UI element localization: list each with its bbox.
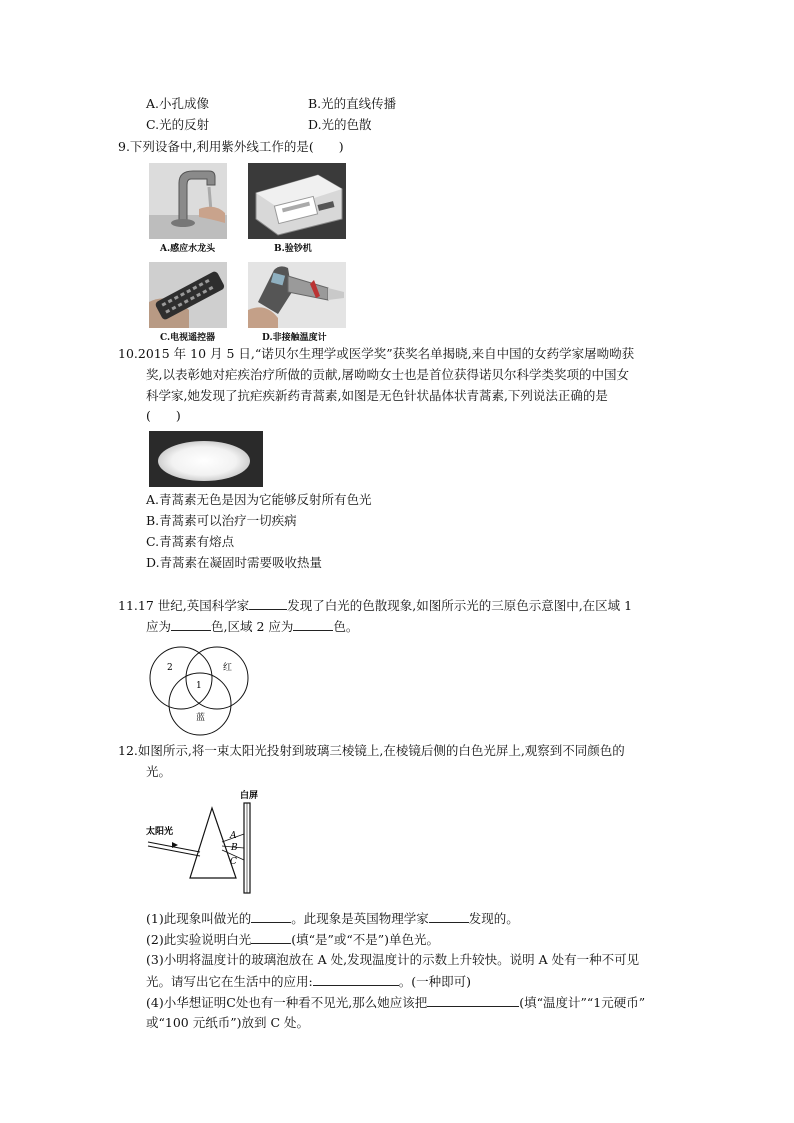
three-primary-colors-diagram (143, 642, 253, 738)
q12-sub1-text-a: (1)此现象叫做光的 (146, 911, 252, 926)
q10-stem-line3: 科学家,她发现了抗疟疾新药青蒿素,如图是无色针状晶体状青蒿素,下列说法正确的是 (146, 388, 608, 403)
q12-stem-line2: 光。 (146, 764, 172, 779)
q11-text-1a: 11.17 世纪,英国科学家 (118, 598, 250, 613)
remote-control-photo (149, 262, 227, 328)
q10-stem-line4: ( ) (146, 408, 181, 423)
q11-text-1b: 发现了白光的色散现象,如图所示光的三原色示意图中,在区域 1 (287, 598, 633, 613)
q11-blank-scientist[interactable] (249, 597, 287, 610)
q12-stem-line1: 12.如图所示,将一束太阳光投射到玻璃三棱镜上,在棱镜后侧的白色光屏上,观察到不同颜色的 (118, 743, 625, 758)
q12-sub4-line1 (146, 994, 645, 1011)
q12-sub2-text-b: (填“是”或“不是”)单色光。 (291, 932, 440, 947)
q12-sub4-text-a: (4)小华想证明C处也有一种看不见光,那么她应该把 (146, 995, 428, 1010)
q8-option-a: A.小孔成像 (146, 96, 210, 111)
diagram-label-2: 2 (167, 663, 173, 673)
q10-stem-line1: 10.2015 年 10 月 5 日,“诺贝尔生理学或医学奖”获奖名单揭晓,来自中国的女药学家屠呦呦获 (118, 346, 635, 361)
diagram-label-red: 红 (223, 663, 233, 673)
prism-dispersion-diagram (144, 786, 274, 896)
diagram-label-c: C (230, 857, 237, 867)
q12-sub2-text-a: (2)此实验说明白光 (146, 932, 252, 947)
artemisinin-photo (149, 431, 263, 487)
q10-option-b: B.青蒿素可以治疗一切疾病 (146, 513, 297, 528)
diagram-label-b: B (231, 843, 238, 853)
q8-option-b: B.光的直线传播 (308, 96, 397, 111)
diagram-label-screen: 白屏 (240, 791, 259, 801)
q12-sub1 (146, 910, 519, 927)
q12-sub4-line2: 或“100 元纸币”)放到 C 处。 (146, 1015, 310, 1030)
q12-sub1-text-c: 发现的。 (468, 911, 519, 926)
q8-option-c: C.光的反射 (146, 117, 210, 132)
faucet-photo (149, 163, 227, 239)
q12-blank-physicist[interactable] (429, 910, 469, 923)
q12-sub3-text-b: 。(一种即可) (398, 974, 471, 989)
q9-caption-c: C.电视遥控器 (160, 333, 216, 343)
q9-caption-b: B.验钞机 (274, 244, 312, 254)
q11-text-2a: 应为 (146, 619, 172, 634)
diagram-label-1: 1 (196, 681, 202, 691)
q11-line1 (118, 597, 632, 614)
q12-blank-object[interactable] (427, 994, 519, 1007)
q11-blank-region2[interactable] (293, 618, 333, 631)
q12-sub2 (146, 931, 439, 948)
q12-sub3-text-a: 光。请写出它在生活中的应用: (146, 974, 313, 989)
q12-blank-monochrome[interactable] (251, 931, 291, 944)
q9-caption-d: D.非接触温度计 (262, 333, 327, 343)
q11-text-2c: 色。 (333, 619, 359, 634)
diagram-label-sunlight: 太阳光 (146, 827, 174, 837)
infrared-thermometer-photo (248, 262, 346, 328)
q11-text-2b: 色,区域 2 应为 (211, 619, 294, 634)
q9-stem: 9.下列设备中,利用紫外线工作的是( ) (118, 139, 344, 154)
q12-blank-application[interactable] (313, 973, 399, 986)
q12-sub4-text-b: (填“温度计”“1元硬币” (519, 995, 646, 1010)
q12-sub1-text-b: 。此现象是英国物理学家 (291, 911, 429, 926)
q12-sub3-line1: (3)小明将温度计的玻璃泡放在 A 处,发现温度计的示数上升较快。说明 A 处有一种不可见 (146, 952, 640, 967)
diagram-label-a: A (230, 831, 237, 841)
q10-stem-line2: 奖,以表彰她对疟疾治疗所做的贡献,屠呦呦女士也是首位获得诺贝尔科学类奖项的中国女 (146, 367, 629, 382)
q12-blank-phenomenon[interactable] (251, 910, 291, 923)
q12-sub3-line2 (146, 973, 471, 990)
money-detector-photo (248, 163, 346, 239)
q11-line2 (146, 618, 358, 635)
q11-blank-region1[interactable] (171, 618, 211, 631)
q10-option-a: A.青蒿素无色是因为它能够反射所有色光 (146, 492, 372, 507)
q10-option-d: D.青蒿素在凝固时需要吸收热量 (146, 555, 323, 570)
q9-caption-a: A.感应水龙头 (160, 244, 216, 254)
q10-option-c: C.青蒿素有熔点 (146, 534, 235, 549)
diagram-label-blue: 蓝 (196, 713, 206, 723)
q8-option-d: D.光的色散 (308, 117, 372, 132)
